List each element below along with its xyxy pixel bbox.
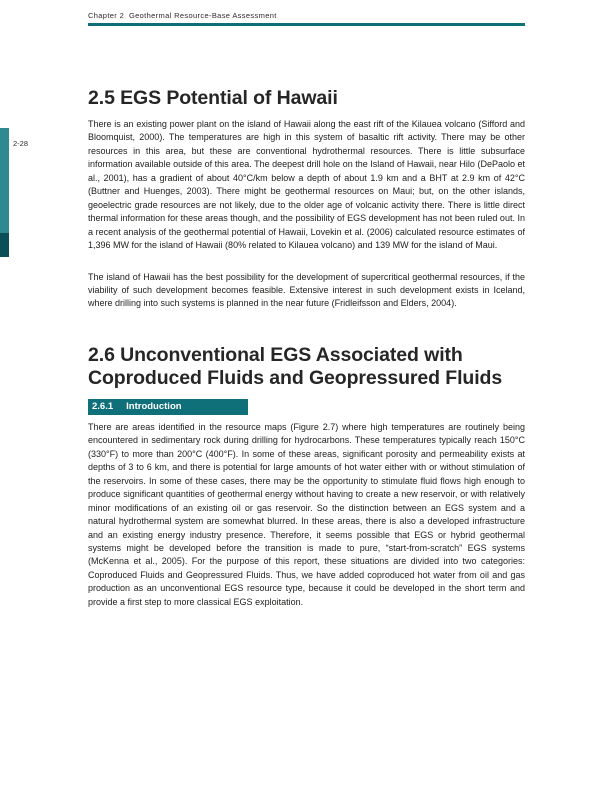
chapter-header: Chapter 2 Geothermal Resource-Base Assessment (88, 11, 277, 20)
section-2-6-title (88, 344, 525, 390)
page-number: 2-28 (13, 139, 29, 148)
subsection-number: 2.6.1 (92, 400, 114, 412)
page-content (88, 87, 525, 609)
section-2-6-title-line-2: Coproduced Fluids and Geopressured Fluids (88, 366, 503, 389)
subsection-label: Introduction (126, 400, 182, 412)
section-2-6-title-line-1: 2.6 Unconventional EGS Associated with (88, 343, 463, 366)
subsection-2-6-1-heading (88, 399, 248, 415)
section-2-5-paragraph-1: There is an existing power plant on the island of Hawaii along the east rift of the Kilauea volcano (Sifford and Bloomquist, 2000). The temperatures are high in this system of basaltic rift activity. There may be other resources in this area, but these are conventional hydrothermal resources. There is little subsurface information available outside of this area. The deepest drill hole on the Island of Hawaii, near Hilo (DePaolo et al., 2001), has a gradient of about 40°C/km below a depth of about 1.9 km and a BHT at 2.9 km of 42°C (Buttner and Huenges, 2003). There might be geothermal resources on Maui; but, on the other islands, geoelectric grade resources are not likely, due to the older age of volcanic activity there. There is little direct thermal information for these areas though, and the possibility of EGS development has not been ruled out. In a recent analysis of the geothermal potential of Hawaii, Lovekin et al. (2006) calculated resource estimates of 1,396 MW for the island of Hawaii (80% related to Kilauea volcano) and 139 MW for the island of Maui. (88, 119, 525, 251)
section-2-5-title: 2.5 EGS Potential of Hawaii (88, 87, 338, 109)
section-2-5-paragraph-2: The island of Hawaii has the best possibility for the development of supercritical geothermal resources, if the viability of such development becomes feasible. Extensive interest in such development exists in Iceland, where drilling into such systems is planned in the near future (Fridleifsson and Elders, 2004). (88, 271, 525, 309)
sidebar-strip (0, 128, 9, 233)
section-2-6-1-paragraph-1: There are areas identified in the resource maps (Figure 2.7) where high temperatures are routinely being encountered in sedimentary rock during drilling for hydrocarbons. These temperatures typically reach 150°C (330°F) to more than 200°C (400°F). In some of these areas, significant porosity and permeability exists at depths of 3 to 6 km, and there is potential for large amounts of hot water either with or without stimulation of the reservoirs. In some of these cases, there may be the opportunity to stimulate fluid flows high enough to produce significant quantities of geothermal energy without having to create a new reservoir, or with relatively minor modifications of an existing oil or gas reservoir. So the distinction between an EGS system and a natural hydrothermal system are somewhat blurred. In these areas, there is also a developed infrastructure and an existing energy industry presence. Therefore, it seems possible that EGS or hybrid geothermal systems might be developed before the transition is made to pure, “start-from-scratch” EGS systems (McKenna et al., 2005). For the purpose of this report, these situations are divided into two categories: Coproduced Fluids and Geopressured Fluids. Thus, we have added coproduced hot water from oil and gas production as an unconventional EGS resource type, because it could be developed in the short term and provide a first step to more classical EGS exploitation. (88, 421, 525, 607)
header-rule (88, 23, 525, 26)
sidebar-strip-dark-block (0, 233, 9, 257)
